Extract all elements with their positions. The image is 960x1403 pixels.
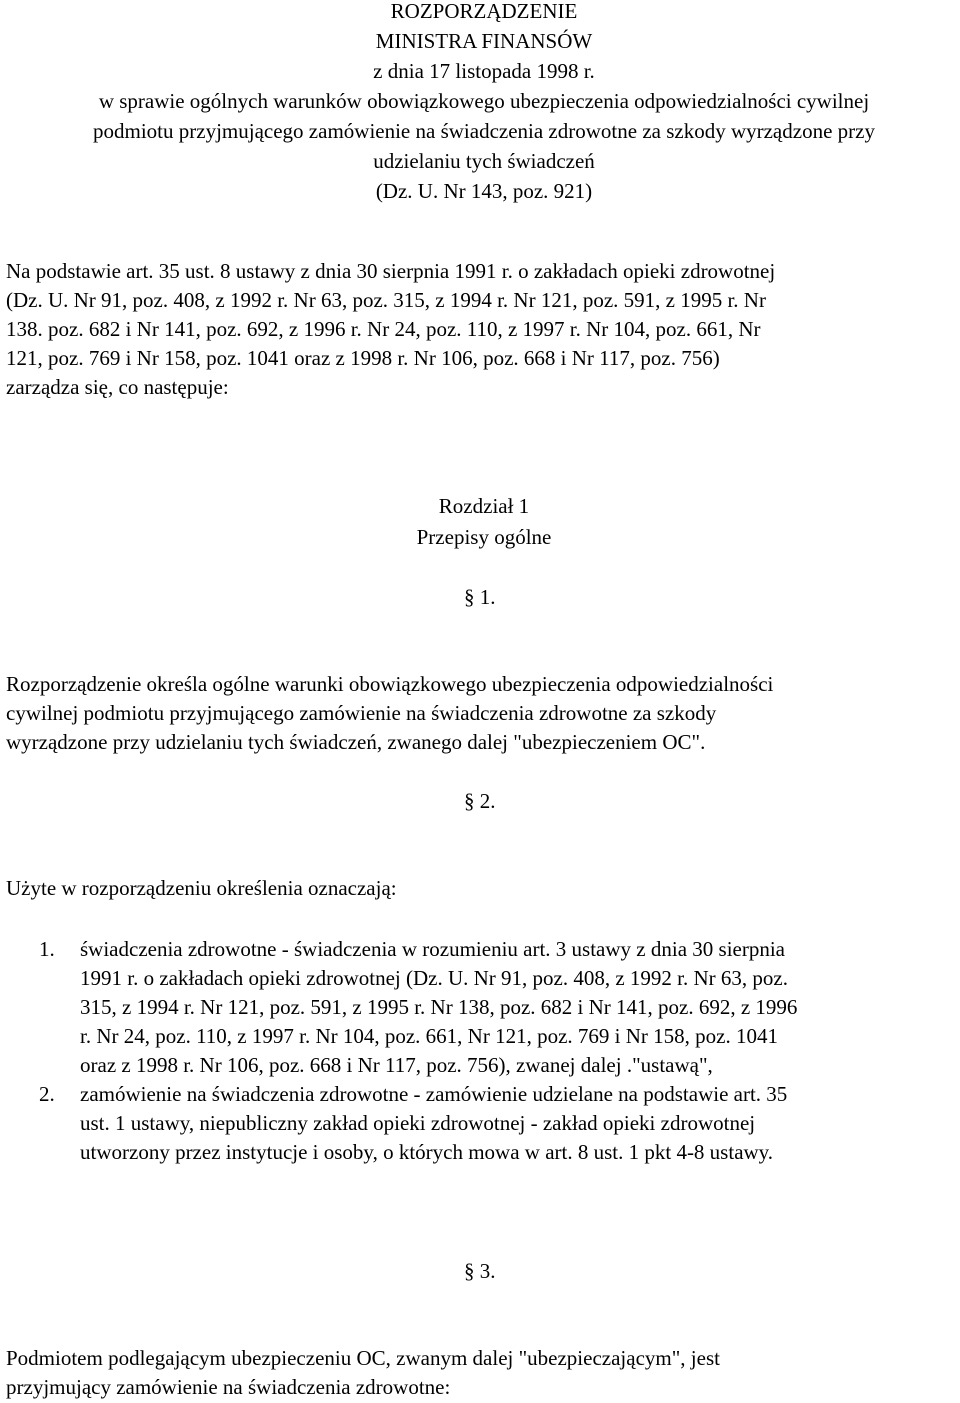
header-citation: (Dz. U. Nr 143, poz. 921) [375,179,593,203]
preamble-line: 121, poz. 769 i Nr 158, poz. 1041 oraz z 1998 r. Nr 106, poz. 668 i Nr 117, poz. 756) [6,346,720,370]
section-1-line: Rozporządzenie określa ogólne warunki obowiązkowego ubezpieczenia odpowiedzialności [6,672,774,696]
header-subject-line-2: podmiotu przyjmującego zamówienie na świadczenia zdrowotne za szkody wyrządzone przy [93,119,875,143]
preamble-line: zarządza się, co następuje: [6,375,229,399]
preamble [6,257,946,402]
chapter-title: Przepisy ogólne [416,525,552,549]
header-date: z dnia 17 listopada 1998 r. [373,59,595,83]
definition-item [6,935,950,1080]
definition-line: ust. 1 ustawy, niepubliczny zakład opieki zdrowotnej - zakład opieki zdrowotnej [80,1111,756,1135]
definition-number: 1. [39,937,55,961]
section-2-intro: Użyte w rozporządzeniu określenia oznaczają: [6,876,397,900]
header-subject-line-3: udzielaniu tych świadczeń [373,149,595,173]
definition-line: oraz z 1998 r. Nr 106, poz. 668 i Nr 117, poz. 756), zwanej dalej ."ustawą", [80,1053,713,1077]
preamble-line: 138. poz. 682 i Nr 141, poz. 692, z 1996 r. Nr 24, poz. 110, z 1997 r. Nr 104, poz. 661, Nr [6,317,761,341]
definition-number: 2. [39,1082,55,1106]
section-1-line: cywilnej podmiotu przyjmującego zamówienie na świadczenia zdrowotne za szkody [6,701,717,725]
section-1-line: wyrządzone przy udzielaniu tych świadczeń, zwanego dalej "ubezpieczeniem OC". [6,730,706,754]
section-3-mark: § 3. [464,1259,496,1283]
header-subject-line-1: w sprawie ogólnych warunków obowiązkowego ubezpieczenia odpowiedzialności cywilnej [98,89,870,113]
section-3-line: przyjmujący zamówienie na świadczenia zdrowotne: [6,1375,451,1399]
definition-line: 315, z 1994 r. Nr 121, poz. 591, z 1995 r. Nr 138, poz. 682 i Nr 141, poz. 692, z 1996 [80,995,798,1019]
section-1-text [6,670,950,757]
section-3-line: Podmiotem podlegającym ubezpieczeniu OC, zwanym dalej "ubezpieczającym", jest [6,1346,720,1370]
preamble-line: (Dz. U. Nr 91, poz. 408, z 1992 r. Nr 63, poz. 315, z 1994 r. Nr 121, poz. 591, z 1995 r. Nr [6,288,766,312]
section-2-mark: § 2. [464,789,496,813]
definition-line: świadczenia zdrowotne - świadczenia w rozumieniu art. 3 ustawy z dnia 30 sierpnia [80,937,785,961]
definition-line: 1991 r. o zakładach opieki zdrowotnej (Dz. U. Nr 91, poz. 408, z 1992 r. Nr 63, poz. [80,966,788,990]
header-issuer: MINISTRA FINANSÓW [375,29,593,53]
definition-line: r. Nr 24, poz. 110, z 1997 r. Nr 104, poz. 661, Nr 121, poz. 769 i Nr 158, poz. 1041 [80,1024,778,1048]
section-3-text [6,1344,950,1402]
definition-line: utworzony przez instytucje i osoby, o których mowa w art. 8 ust. 1 pkt 4-8 ustawy. [80,1140,774,1164]
header-title: ROZPORZĄDZENIE [390,0,578,23]
document-header [6,0,960,206]
definitions-list [6,935,950,1167]
preamble-line: Na podstawie art. 35 ust. 8 ustawy z dnia 30 sierpnia 1991 r. o zakładach opieki zdrowotnej [6,259,776,283]
definition-line: zamówienie na świadczenia zdrowotne - zamówienie udzielane na podstawie art. 35 [80,1082,788,1106]
section-1-mark: § 1. [464,585,496,609]
definition-item [6,1080,950,1167]
chapter-number: Rozdział 1 [438,494,530,518]
